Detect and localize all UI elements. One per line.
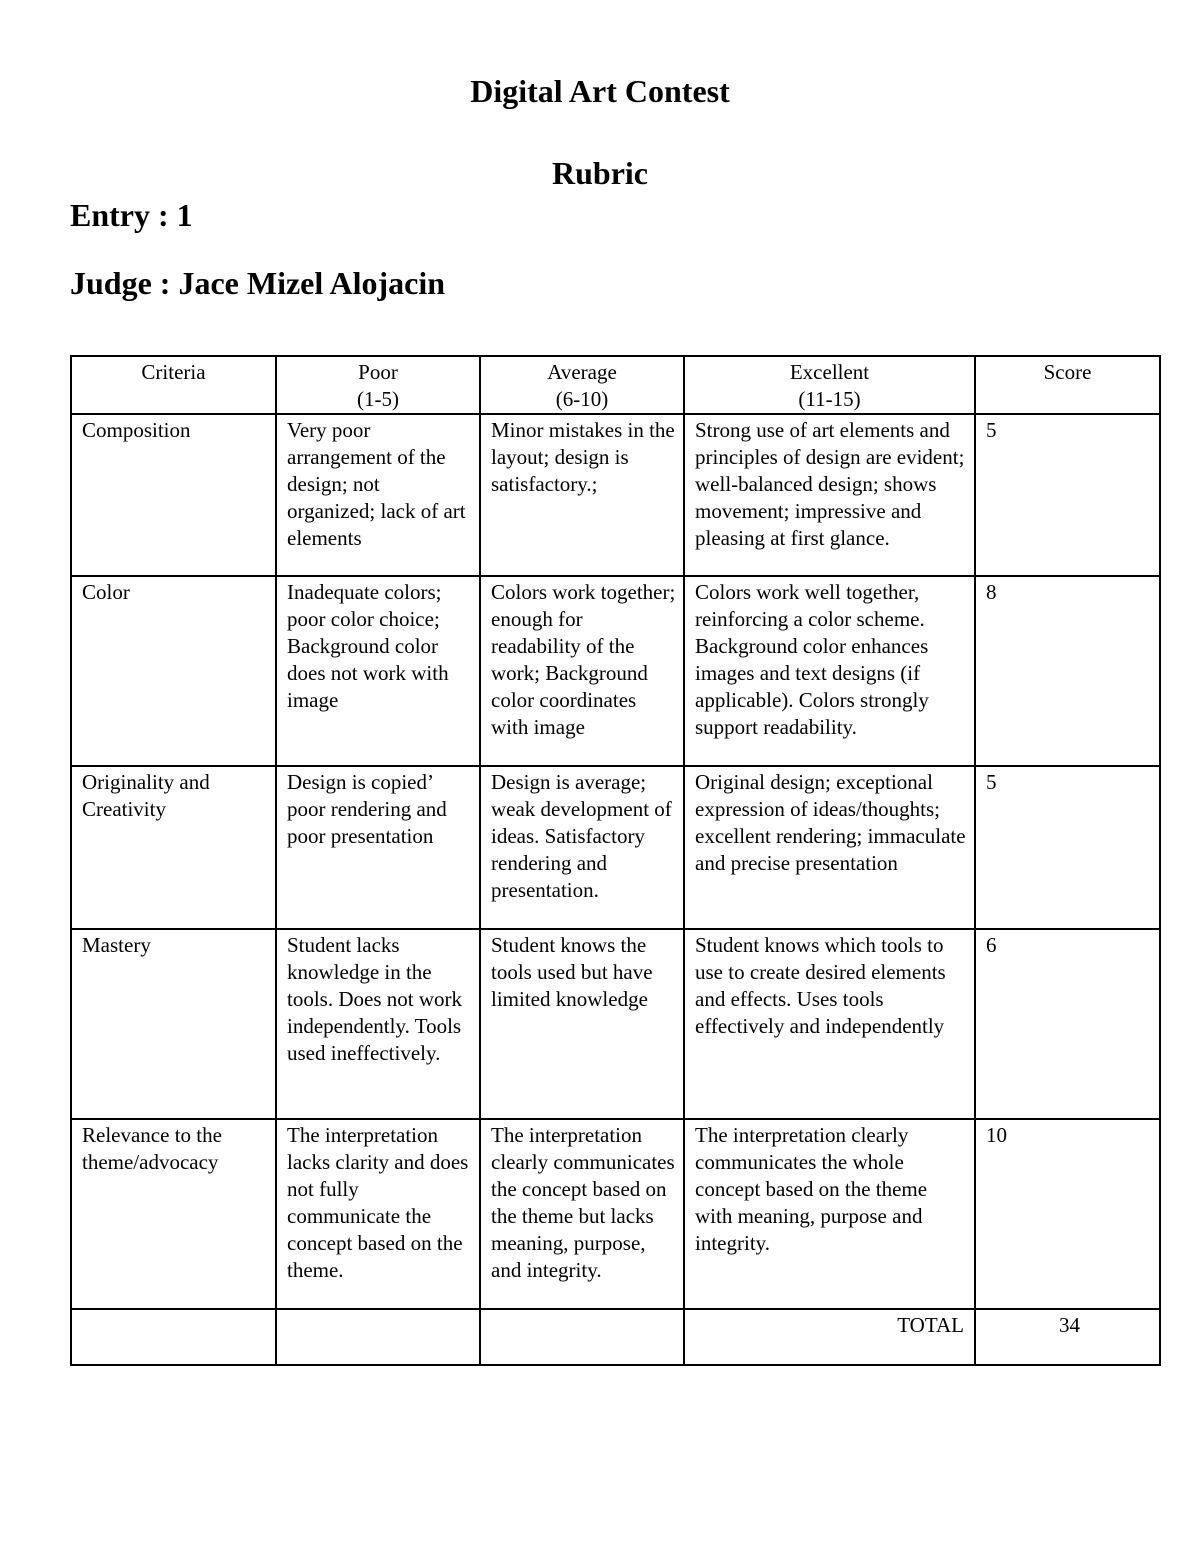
average-cell: Design is average; weak development of ideas. Satisfactory rendering and presentation. xyxy=(480,766,684,929)
document-subtitle: Rubric xyxy=(552,155,648,191)
total-row xyxy=(71,1309,1160,1365)
header-criteria xyxy=(71,356,276,414)
rubric-table xyxy=(70,355,1161,1366)
score-cell: 5 xyxy=(975,766,1160,929)
criteria-cell: Color xyxy=(71,576,276,766)
entry-number: Entry : 1 xyxy=(70,197,193,233)
header-poor xyxy=(276,356,480,414)
header-average xyxy=(480,356,684,414)
excellent-cell: Student knows which tools to use to create desired elements and effects. Uses tools effectively and independently xyxy=(684,929,975,1119)
empty-cell xyxy=(71,1309,276,1365)
score-cell: 5 xyxy=(975,414,1160,576)
header-excellent-label: Excellent xyxy=(789,360,870,384)
average-cell: Colors work together; enough for readability of the work; Background color coordinates with image xyxy=(480,576,684,766)
average-cell: Student knows the tools used but have limited knowledge xyxy=(480,929,684,1119)
table-row xyxy=(71,929,1160,1119)
total-score: 34 xyxy=(975,1309,1160,1365)
header-poor-range: (1-5) xyxy=(357,387,399,411)
judge-name: Judge : Jace Mizel Alojacin xyxy=(70,265,446,301)
poor-cell: The interpretation lacks clarity and does not fully communicate the concept based on the theme. xyxy=(276,1119,480,1309)
header-score-label: Score xyxy=(1043,360,1092,384)
table-row xyxy=(71,1119,1160,1309)
average-cell: Minor mistakes in the layout; design is satisfactory.; xyxy=(480,414,684,576)
score-cell: 6 xyxy=(975,929,1160,1119)
criteria-cell: Originality and Creativity xyxy=(71,766,276,929)
criteria-cell: Composition xyxy=(71,414,276,576)
document-title: Digital Art Contest xyxy=(470,73,730,109)
header-average-label: Average xyxy=(547,360,617,384)
average-cell: The interpretation clearly communicates the concept based on the theme but lacks meaning, purpose, and integrity. xyxy=(480,1119,684,1309)
header-excellent xyxy=(684,356,975,414)
header-average-range: (6-10) xyxy=(555,387,609,411)
criteria-cell: Relevance to the theme/advocacy xyxy=(71,1119,276,1309)
table-row xyxy=(71,414,1160,576)
table-header-row xyxy=(71,356,1160,414)
excellent-cell: Strong use of art elements and principles of design are evident; well-balanced design; shows movement; impressive and pleasing at first glance. xyxy=(684,414,975,576)
header-excellent-range: (11-15) xyxy=(798,387,861,411)
empty-cell xyxy=(480,1309,684,1365)
criteria-cell: Mastery xyxy=(71,929,276,1119)
empty-cell xyxy=(276,1309,480,1365)
table-row xyxy=(71,576,1160,766)
excellent-cell: The interpretation clearly communicates the whole concept based on the theme with meaning, purpose and integrity. xyxy=(684,1119,975,1309)
poor-cell: Student lacks knowledge in the tools. Does not work independently. Tools used ineffectively. xyxy=(276,929,480,1119)
score-cell: 8 xyxy=(975,576,1160,766)
poor-cell: Inadequate colors; poor color choice; Background color does not work with image xyxy=(276,576,480,766)
excellent-cell: Colors work well together, reinforcing a color scheme. Background color enhances images and text designs (if applicable). Colors strongly support readability. xyxy=(684,576,975,766)
poor-cell: Very poor arrangement of the design; not organized; lack of art elements xyxy=(276,414,480,576)
header-criteria-label: Criteria xyxy=(141,360,206,384)
total-label: TOTAL xyxy=(684,1309,975,1365)
score-cell: 10 xyxy=(975,1119,1160,1309)
header-score xyxy=(975,356,1160,414)
table-row xyxy=(71,766,1160,929)
excellent-cell: Original design; exceptional expression of ideas/thoughts; excellent rendering; immaculate and precise presentation xyxy=(684,766,975,929)
header-poor-label: Poor xyxy=(358,360,398,384)
poor-cell: Design is copied’ poor rendering and poor presentation xyxy=(276,766,480,929)
